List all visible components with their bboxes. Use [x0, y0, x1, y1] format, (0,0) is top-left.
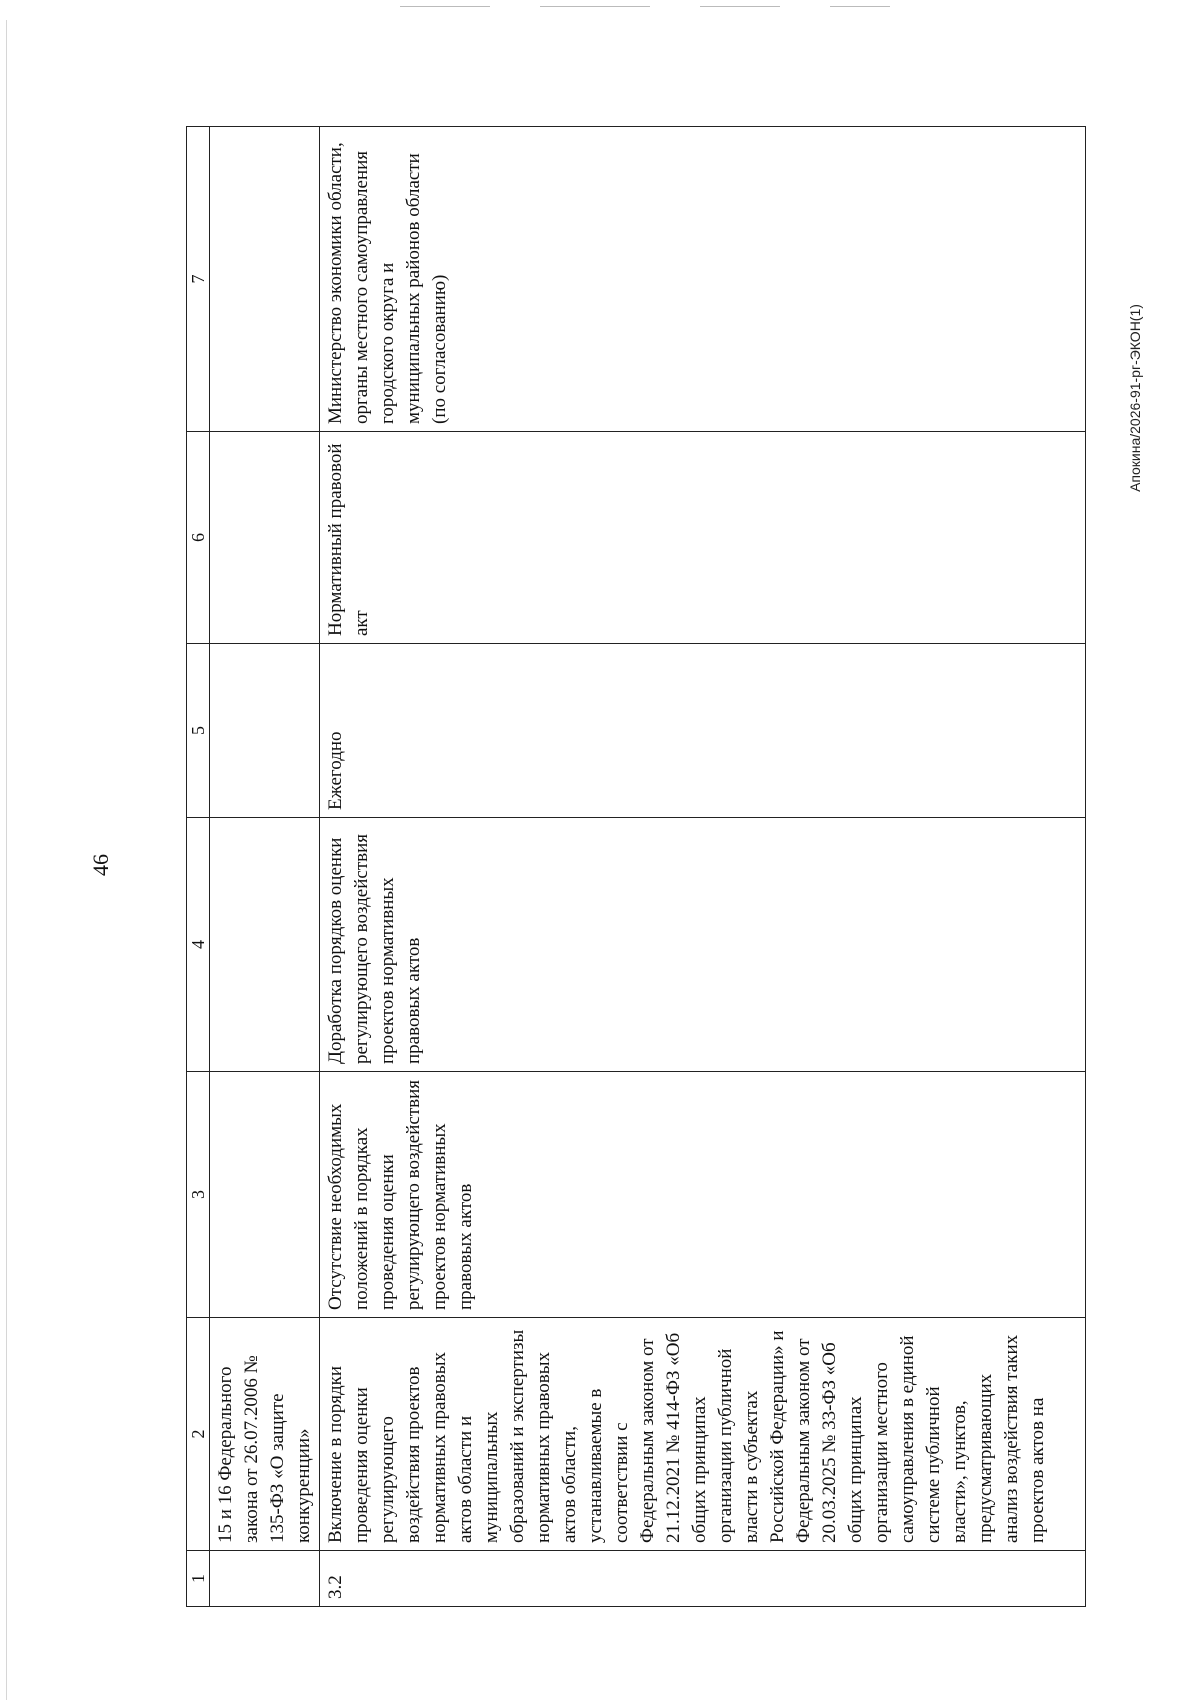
cell-result: Нормативный правовой акт: [320, 432, 1086, 644]
header-cell-3: 3: [187, 1072, 210, 1318]
scan-artifact-line: [540, 6, 650, 7]
cell-deadline: Ежегодно: [320, 644, 1086, 818]
header-cell-2: 2: [187, 1318, 210, 1551]
cell-measure: Доработка порядков оценки регулирующего воздействия проектов нормативных правовых актов: [320, 818, 1086, 1072]
cell-number: [210, 1551, 320, 1607]
cell-basis: Включение в порядки проведения оценки регулирующего воздействия проектов нормативных правовых актов области и муниципальных образований и экспертизы нормативных правовых актов области, устанавливаемые в соответствии с Федеральным законом от 21.12.2021 № 414-ФЗ «Об общих принципах организации публичной власти в субъектах Российской Федерации» и Федеральным законом от 20.03.2025 № 33-ФЗ «Об общих принципах организации местного самоуправления в единой системе публичной власти», пунктов, предусматривающих анализ воздействия таких проектов актов на: [320, 1318, 1086, 1551]
scan-edge: [6, 20, 7, 1700]
header-cell-5: 5: [187, 644, 210, 818]
scan-artifact-line: [830, 6, 890, 7]
cell-basis: 15 и 16 Федерального закона от 26.07.2006 № 135-ФЗ «О защите конкуренции»: [210, 1318, 320, 1551]
measures-table: [186, 126, 1086, 1607]
cell-responsible: Министерство экономики области, органы местного самоуправления городского округа и муниципальных районов области (по согласованию): [320, 127, 1086, 432]
header-cell-1: 1: [187, 1551, 210, 1607]
header-cell-6: 6: [187, 432, 210, 644]
scan-artifact-line: [700, 6, 780, 7]
table-row-continuation: [210, 127, 320, 1607]
document-code: Апокина/2026-91-рг-ЭКОН(1): [1127, 304, 1143, 492]
page-number: 46: [88, 854, 113, 876]
rotated-table: [186, 127, 1108, 1607]
cell-measure: [210, 818, 320, 1072]
scan-artifact-line: [400, 6, 490, 7]
cell-result: [210, 432, 320, 644]
header-cell-4: 4: [187, 818, 210, 1072]
cell-problem: Отсутствие необходимых положений в порядках проведения оценки регулирующего воздействия проектов нормативных правовых актов: [320, 1072, 1086, 1318]
header-row: [187, 127, 210, 1607]
cell-problem: [210, 1072, 320, 1318]
cell-responsible: [210, 127, 320, 432]
table-row-3-2: [320, 127, 1086, 1607]
cell-deadline: [210, 644, 320, 818]
header-cell-7: 7: [187, 127, 210, 432]
cell-number: 3.2: [320, 1551, 1086, 1607]
